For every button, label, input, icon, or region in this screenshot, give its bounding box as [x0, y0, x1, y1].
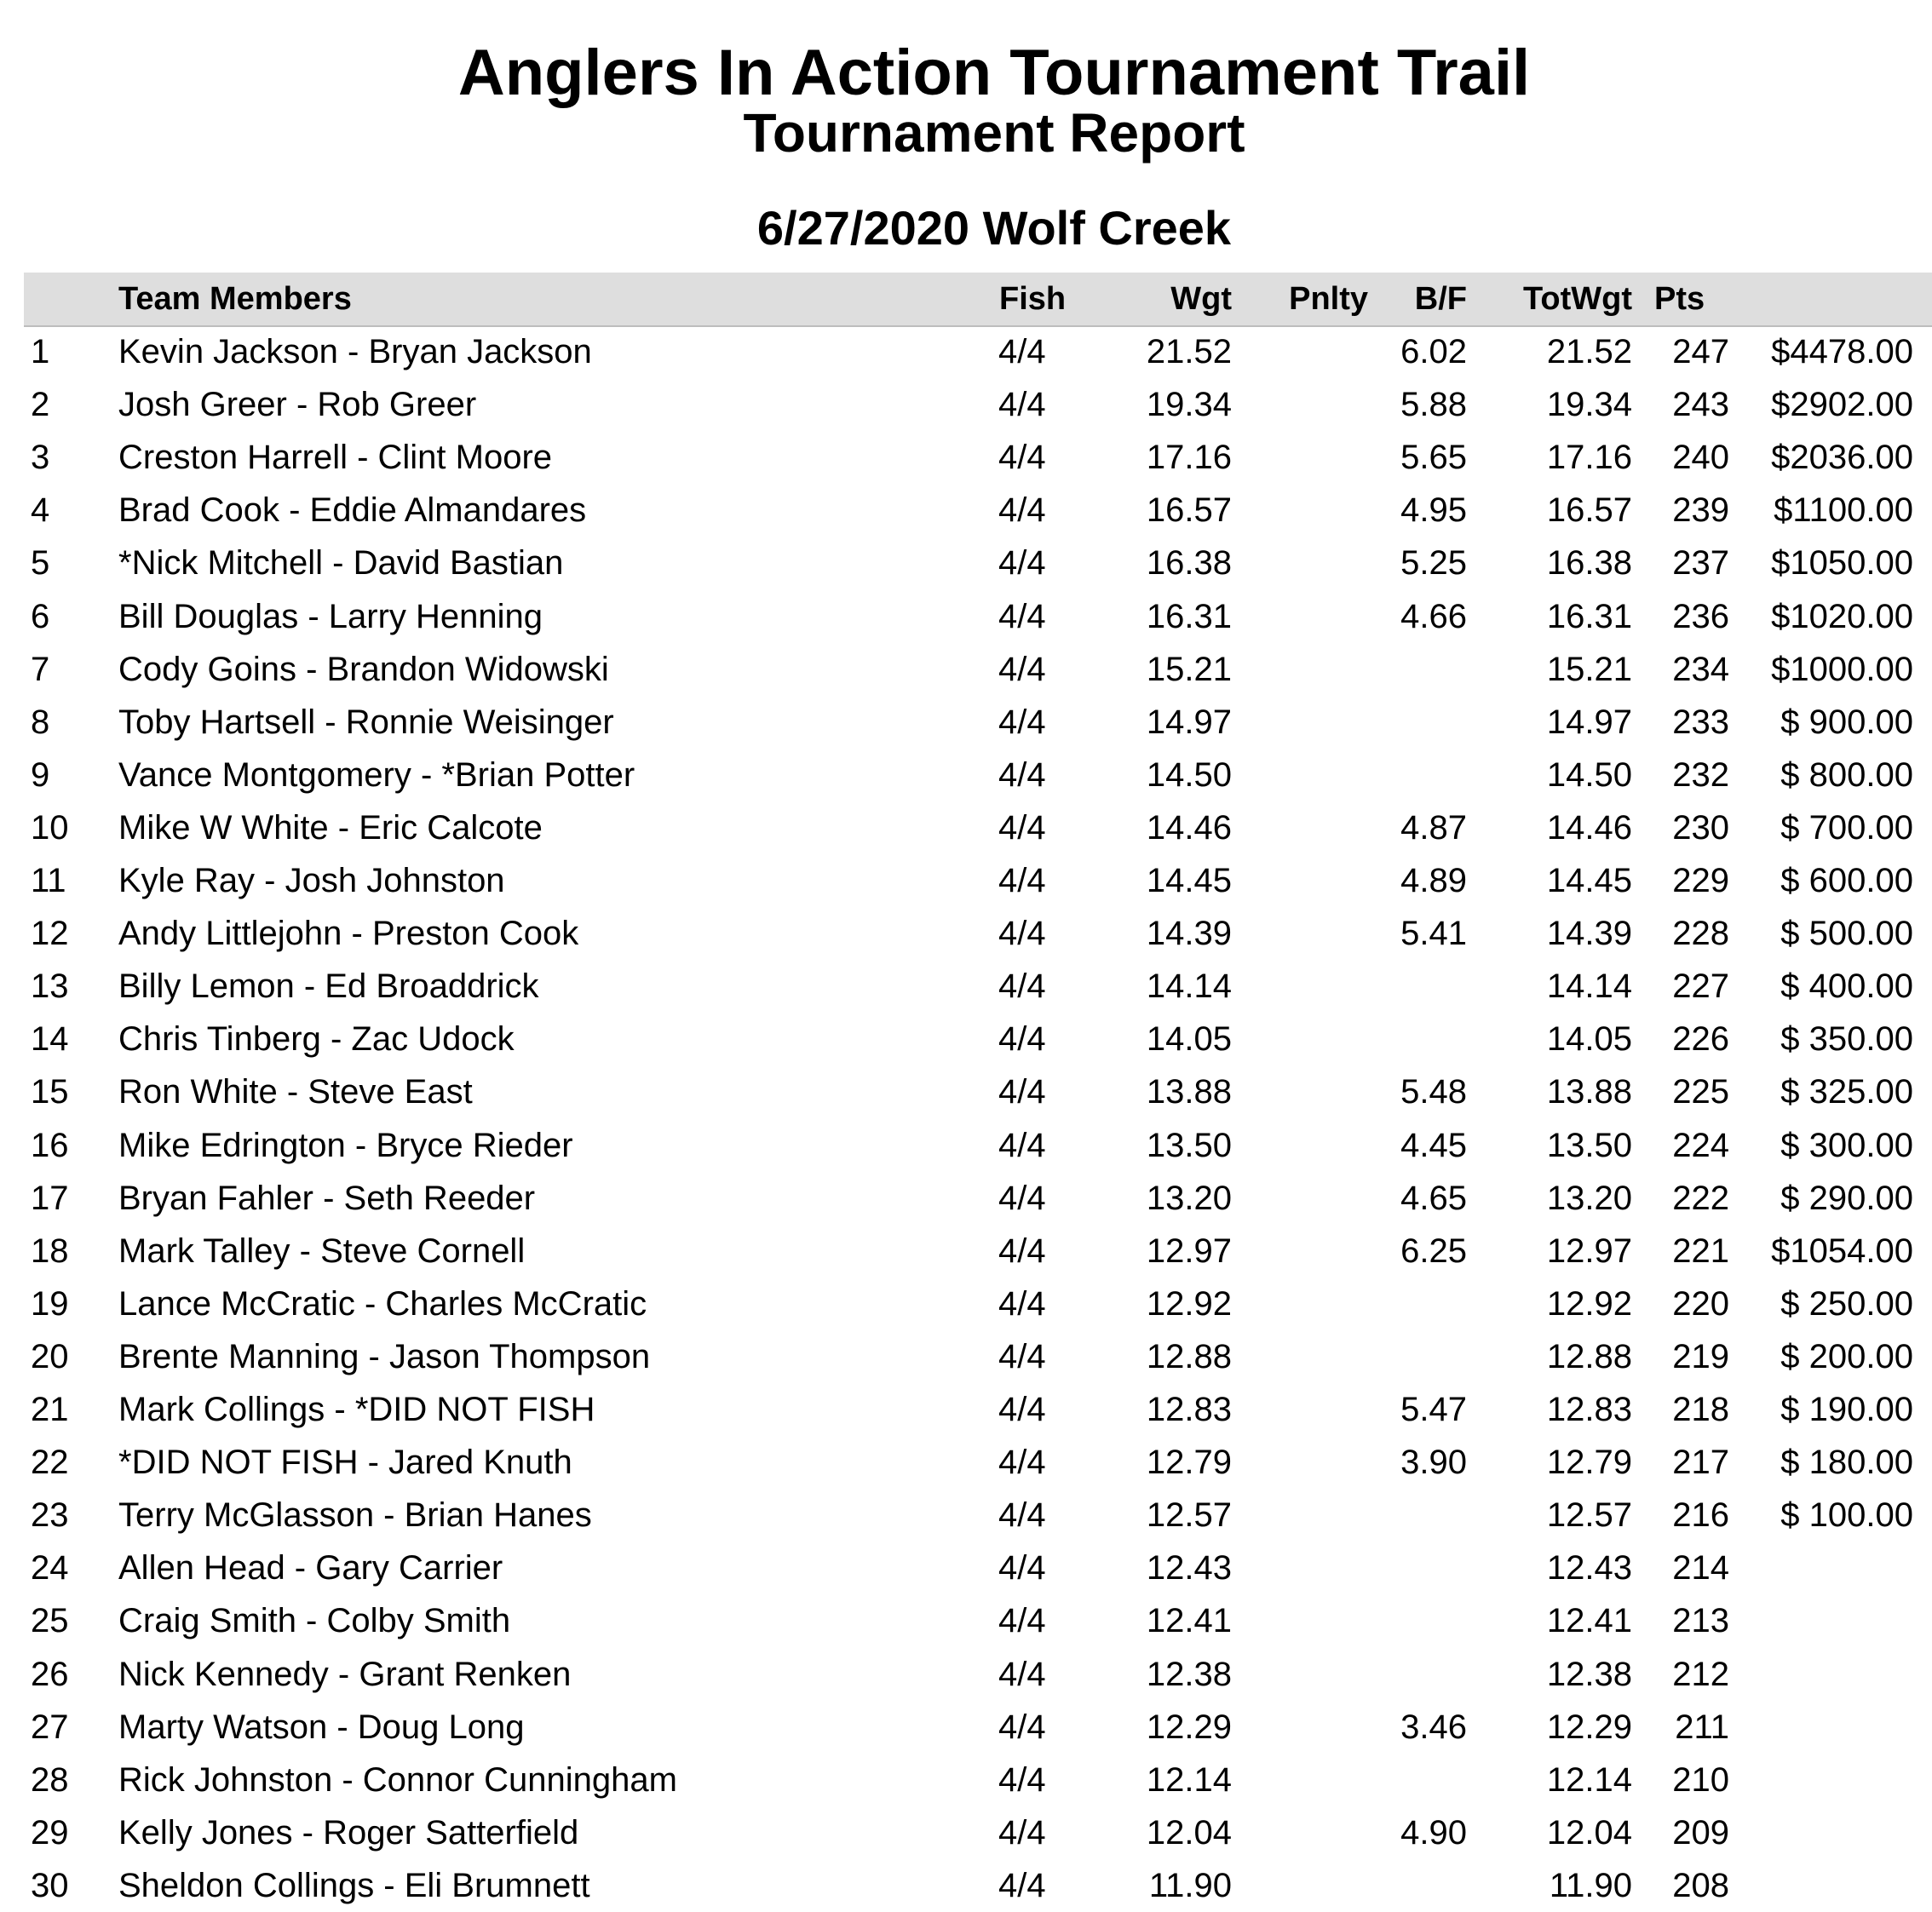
points-cell: 227: [1672, 967, 1729, 1006]
weight-cell: 14.50: [1146, 755, 1232, 794]
prize-cell: $2036.00: [1771, 439, 1913, 477]
prize-cell: $2902.00: [1771, 386, 1913, 424]
total-weight-cell: 12.43: [1546, 1549, 1632, 1588]
place-cell: 29: [31, 1813, 69, 1852]
fish-cell: 4/4: [998, 967, 1046, 1006]
weight-cell: 14.46: [1146, 808, 1232, 847]
team-members-cell: Bryan Fahler - Seth Reeder: [118, 1179, 536, 1217]
team-members-cell: Mark Talley - Steve Cornell: [118, 1232, 526, 1270]
big-fish-cell: 5.41: [1400, 915, 1467, 953]
place-cell: 5: [31, 544, 50, 583]
weight-cell: 13.88: [1146, 1073, 1232, 1111]
prize-cell: $1100.00: [1774, 491, 1913, 530]
column-header-pnlty: Pnlty: [1289, 281, 1368, 317]
total-weight-cell: 16.57: [1546, 491, 1632, 530]
team-members-cell: Mike Edrington - Bryce Rieder: [118, 1126, 573, 1164]
fish-cell: 4/4: [998, 1496, 1046, 1535]
prize-cell: $ 400.00: [1780, 967, 1913, 1006]
table-row: [0, 1172, 1932, 1225]
big-fish-cell: 6.25: [1400, 1232, 1467, 1270]
place-cell: 24: [31, 1549, 69, 1588]
prize-cell: $ 290.00: [1780, 1179, 1913, 1217]
table-row: [0, 1806, 1932, 1859]
total-weight-cell: 11.90: [1549, 1866, 1632, 1904]
table-row: [0, 854, 1932, 907]
column-header-totwgt: TotWgt: [1523, 281, 1632, 317]
team-members-cell: Nick Kennedy - Grant Renken: [118, 1655, 572, 1693]
place-cell: 13: [31, 967, 69, 1006]
big-fish-cell: 4.87: [1400, 808, 1467, 847]
prize-cell: $ 700.00: [1780, 808, 1913, 847]
points-cell: 236: [1672, 597, 1729, 635]
big-fish-cell: 4.66: [1400, 597, 1467, 635]
place-cell: 4: [31, 491, 50, 530]
points-cell: 222: [1672, 1179, 1729, 1217]
place-cell: 16: [31, 1126, 69, 1164]
weight-cell: 12.79: [1146, 1444, 1232, 1482]
table-row: [0, 1119, 1932, 1172]
total-weight-cell: 14.39: [1546, 915, 1632, 953]
table-row: [0, 325, 1932, 378]
big-fish-cell: 6.02: [1400, 333, 1467, 370]
place-cell: 15: [31, 1073, 69, 1111]
table-row: [0, 1225, 1932, 1278]
fish-cell: 4/4: [998, 1020, 1046, 1059]
weight-cell: 14.14: [1146, 967, 1232, 1006]
table-row: [0, 1278, 1932, 1330]
weight-cell: 12.83: [1146, 1391, 1232, 1428]
big-fish-cell: 5.25: [1400, 544, 1467, 583]
place-cell: 23: [31, 1496, 69, 1535]
weight-cell: 12.29: [1146, 1708, 1232, 1746]
total-weight-cell: 14.45: [1546, 862, 1632, 899]
table-row: [0, 749, 1932, 801]
weight-cell: 11.90: [1148, 1866, 1232, 1904]
total-weight-cell: 17.16: [1546, 439, 1632, 477]
points-cell: 224: [1672, 1126, 1729, 1164]
place-cell: 21: [31, 1391, 69, 1428]
place-cell: 1: [31, 333, 50, 370]
big-fish-cell: 3.46: [1400, 1708, 1467, 1746]
points-cell: 229: [1672, 862, 1729, 899]
table-row: [0, 907, 1932, 960]
weight-cell: 15.21: [1146, 650, 1232, 688]
table-row: [0, 1489, 1932, 1542]
team-members-cell: Mike W White - Eric Calcote: [118, 808, 543, 847]
table-row: [0, 1754, 1932, 1806]
fish-cell: 4/4: [998, 1549, 1046, 1588]
weight-cell: 16.31: [1146, 597, 1232, 635]
column-header-pts: Pts: [1654, 281, 1705, 317]
weight-cell: 12.04: [1146, 1813, 1232, 1852]
table-row: [0, 1065, 1932, 1118]
total-weight-cell: 12.83: [1546, 1391, 1632, 1428]
points-cell: 247: [1672, 333, 1729, 370]
team-members-cell: Creston Harrell - Clint Moore: [118, 439, 553, 477]
weight-cell: 21.52: [1146, 333, 1232, 370]
place-cell: 8: [31, 703, 50, 741]
prize-cell: $ 180.00: [1780, 1444, 1913, 1482]
team-members-cell: Josh Greer - Rob Greer: [118, 386, 477, 424]
table-row: [0, 1594, 1932, 1647]
points-cell: 214: [1672, 1549, 1729, 1588]
total-weight-cell: 16.38: [1546, 544, 1632, 583]
points-cell: 226: [1672, 1020, 1729, 1059]
org-title: Anglers In Action Tournament Trail: [457, 37, 1531, 109]
prize-cell: $ 300.00: [1780, 1126, 1913, 1164]
fish-cell: 4/4: [998, 915, 1046, 953]
weight-cell: 16.38: [1146, 544, 1232, 583]
big-fish-cell: 5.88: [1400, 386, 1467, 424]
weight-cell: 12.97: [1146, 1232, 1232, 1270]
fish-cell: 4/4: [998, 703, 1046, 741]
points-cell: 218: [1672, 1391, 1729, 1428]
team-members-cell: Andy Littlejohn - Preston Cook: [118, 915, 579, 953]
points-cell: 213: [1672, 1602, 1729, 1640]
team-members-cell: Allen Head - Gary Carrier: [118, 1549, 503, 1588]
total-weight-cell: 12.97: [1546, 1232, 1632, 1270]
big-fish-cell: 3.90: [1400, 1444, 1467, 1482]
prize-cell: $ 200.00: [1780, 1337, 1913, 1375]
total-weight-cell: 14.14: [1546, 967, 1632, 1006]
weight-cell: 12.88: [1146, 1337, 1232, 1375]
prize-cell: $ 100.00: [1780, 1496, 1913, 1535]
fish-cell: 4/4: [998, 1284, 1046, 1323]
place-cell: 19: [31, 1284, 69, 1323]
big-fish-cell: 5.48: [1400, 1073, 1467, 1111]
prize-cell: $ 250.00: [1780, 1284, 1913, 1323]
fish-cell: 4/4: [998, 1126, 1046, 1164]
place-cell: 18: [31, 1232, 69, 1270]
table-row: [0, 696, 1932, 749]
big-fish-cell: 4.45: [1400, 1126, 1467, 1164]
fish-cell: 4/4: [998, 491, 1046, 530]
fish-cell: 4/4: [998, 1391, 1046, 1428]
points-cell: 217: [1672, 1444, 1729, 1482]
place-cell: 27: [31, 1708, 69, 1746]
points-cell: 239: [1672, 491, 1729, 530]
fish-cell: 4/4: [998, 386, 1046, 424]
place-cell: 22: [31, 1444, 69, 1482]
total-weight-cell: 13.20: [1546, 1179, 1632, 1217]
event-title: 6/27/2020 Wolf Creek: [756, 201, 1232, 255]
table-row: [0, 643, 1932, 696]
team-members-cell: Kevin Jackson - Bryan Jackson: [118, 333, 592, 370]
big-fish-cell: 5.65: [1400, 439, 1467, 477]
fish-cell: 4/4: [998, 1073, 1046, 1111]
place-cell: 20: [31, 1337, 69, 1375]
points-cell: 230: [1672, 808, 1729, 847]
team-members-cell: Vance Montgomery - *Brian Potter: [118, 755, 635, 794]
place-cell: 2: [31, 386, 50, 424]
weight-cell: 12.38: [1146, 1655, 1232, 1693]
total-weight-cell: 14.46: [1546, 808, 1632, 847]
weight-cell: 12.57: [1146, 1496, 1232, 1535]
points-cell: 225: [1672, 1073, 1729, 1111]
table-row: [0, 1701, 1932, 1754]
total-weight-cell: 19.34: [1546, 386, 1632, 424]
table-row: [0, 484, 1932, 537]
total-weight-cell: 21.52: [1546, 333, 1632, 370]
place-cell: 11: [31, 862, 66, 899]
prize-cell: $ 190.00: [1780, 1391, 1913, 1428]
table-row: [0, 1013, 1932, 1065]
points-cell: 240: [1672, 439, 1729, 477]
column-header-fish: Fish: [999, 281, 1067, 317]
place-cell: 3: [31, 439, 50, 477]
place-cell: 6: [31, 597, 50, 635]
weight-cell: 14.05: [1146, 1020, 1232, 1059]
total-weight-cell: 12.29: [1546, 1708, 1632, 1746]
fish-cell: 4/4: [998, 1708, 1046, 1746]
total-weight-cell: 13.88: [1546, 1073, 1632, 1111]
team-members-cell: Chris Tinberg - Zac Udock: [118, 1020, 515, 1059]
team-members-cell: Terry McGlasson - Brian Hanes: [118, 1496, 592, 1535]
weight-cell: 19.34: [1146, 386, 1232, 424]
weight-cell: 14.45: [1146, 862, 1232, 899]
team-members-cell: Bill Douglas - Larry Henning: [118, 597, 543, 635]
prize-cell: $1054.00: [1771, 1232, 1913, 1270]
weight-cell: 12.14: [1146, 1760, 1232, 1799]
total-weight-cell: 14.97: [1546, 703, 1632, 741]
points-cell: 237: [1672, 544, 1729, 583]
team-members-cell: Rick Johnston - Connor Cunningham: [118, 1760, 677, 1799]
fish-cell: 4/4: [998, 1602, 1046, 1640]
table-row: [0, 960, 1932, 1013]
points-cell: 209: [1672, 1813, 1729, 1852]
table-row: [0, 537, 1932, 589]
weight-cell: 12.43: [1146, 1549, 1232, 1588]
total-weight-cell: 12.79: [1546, 1444, 1632, 1482]
place-cell: 25: [31, 1602, 69, 1640]
place-cell: 26: [31, 1655, 69, 1693]
big-fish-cell: 4.89: [1400, 862, 1467, 899]
team-members-cell: Kyle Ray - Josh Johnston: [118, 862, 505, 899]
prize-cell: $ 800.00: [1780, 755, 1913, 794]
team-members-cell: Toby Hartsell - Ronnie Weisinger: [118, 703, 614, 741]
fish-cell: 4/4: [998, 650, 1046, 688]
weight-cell: 16.57: [1146, 491, 1232, 530]
team-members-cell: Mark Collings - *DID NOT FISH: [118, 1391, 595, 1428]
total-weight-cell: 14.05: [1546, 1020, 1632, 1059]
column-header-bf: B/F: [1414, 281, 1467, 317]
total-weight-cell: 12.38: [1546, 1655, 1632, 1693]
table-row: [0, 801, 1932, 854]
table-row: [0, 1859, 1932, 1912]
prize-cell: $ 600.00: [1780, 862, 1913, 899]
total-weight-cell: 12.88: [1546, 1337, 1632, 1375]
table-row: [0, 590, 1932, 643]
team-members-cell: Lance McCratic - Charles McCratic: [118, 1284, 647, 1323]
big-fish-cell: 5.47: [1400, 1391, 1467, 1428]
place-cell: 9: [31, 755, 50, 794]
fish-cell: 4/4: [998, 1179, 1046, 1217]
total-weight-cell: 13.50: [1546, 1126, 1632, 1164]
table-row: [0, 1648, 1932, 1701]
team-members-cell: Brad Cook - Eddie Almandares: [118, 491, 587, 530]
prize-cell: $1000.00: [1771, 650, 1913, 688]
table-row: [0, 1383, 1932, 1436]
team-members-cell: Cody Goins - Brandon Widowski: [118, 650, 609, 688]
prize-cell: $ 500.00: [1780, 915, 1913, 953]
table-row: [0, 1436, 1932, 1489]
weight-cell: 12.41: [1146, 1602, 1232, 1640]
points-cell: 234: [1672, 650, 1729, 688]
team-members-cell: Kelly Jones - Roger Satterfield: [118, 1813, 579, 1852]
big-fish-cell: 4.95: [1400, 491, 1467, 530]
prize-cell: $1020.00: [1771, 597, 1913, 635]
weight-cell: 14.97: [1146, 703, 1232, 741]
fish-cell: 4/4: [998, 1813, 1046, 1852]
column-header-team: Team Members: [118, 281, 352, 317]
points-cell: 220: [1672, 1284, 1729, 1323]
fish-cell: 4/4: [998, 597, 1046, 635]
fish-cell: 4/4: [998, 862, 1046, 899]
points-cell: 219: [1672, 1337, 1729, 1375]
weight-cell: 13.50: [1146, 1126, 1232, 1164]
table-row: [0, 1330, 1932, 1383]
points-cell: 208: [1672, 1866, 1729, 1904]
weight-cell: 17.16: [1146, 439, 1232, 477]
prize-cell: $ 900.00: [1780, 703, 1913, 741]
prize-cell: $1050.00: [1771, 544, 1913, 583]
place-cell: 10: [31, 808, 69, 847]
fish-cell: 4/4: [998, 439, 1046, 477]
points-cell: 228: [1672, 915, 1729, 953]
total-weight-cell: 12.04: [1546, 1813, 1632, 1852]
points-cell: 212: [1672, 1655, 1729, 1693]
big-fish-cell: 4.90: [1400, 1813, 1467, 1852]
table-row: [0, 378, 1932, 431]
total-weight-cell: 15.21: [1546, 650, 1632, 688]
prize-cell: $4478.00: [1771, 333, 1913, 370]
fish-cell: 4/4: [998, 544, 1046, 583]
points-cell: 233: [1672, 703, 1729, 741]
total-weight-cell: 12.14: [1546, 1760, 1632, 1799]
prize-cell: $ 350.00: [1780, 1020, 1913, 1059]
fish-cell: 4/4: [998, 1760, 1046, 1799]
team-members-cell: Craig Smith - Colby Smith: [118, 1602, 511, 1640]
points-cell: 211: [1675, 1708, 1729, 1746]
place-cell: 14: [31, 1020, 69, 1059]
fish-cell: 4/4: [998, 755, 1046, 794]
points-cell: 216: [1672, 1496, 1729, 1535]
team-members-cell: Billy Lemon - Ed Broaddrick: [118, 967, 539, 1006]
team-members-cell: Sheldon Collings - Eli Brumnett: [118, 1866, 590, 1904]
team-members-cell: Ron White - Steve East: [118, 1073, 473, 1111]
place-cell: 28: [31, 1760, 69, 1799]
big-fish-cell: 4.65: [1400, 1179, 1467, 1217]
results-table-header: [24, 273, 1932, 327]
total-weight-cell: 12.41: [1546, 1602, 1632, 1640]
team-members-cell: *DID NOT FISH - Jared Knuth: [118, 1444, 572, 1482]
team-members-cell: *Nick Mitchell - David Bastian: [118, 544, 564, 583]
team-members-cell: Brente Manning - Jason Thompson: [118, 1337, 651, 1375]
place-cell: 30: [31, 1866, 69, 1904]
place-cell: 17: [31, 1179, 69, 1217]
fish-cell: 4/4: [998, 1232, 1046, 1270]
points-cell: 210: [1672, 1760, 1729, 1799]
fish-cell: 4/4: [998, 1444, 1046, 1482]
points-cell: 232: [1672, 755, 1729, 794]
weight-cell: 13.20: [1146, 1179, 1232, 1217]
total-weight-cell: 12.92: [1546, 1284, 1632, 1323]
fish-cell: 4/4: [998, 1337, 1046, 1375]
prize-cell: $ 325.00: [1780, 1073, 1913, 1111]
total-weight-cell: 14.50: [1546, 755, 1632, 794]
weight-cell: 12.92: [1146, 1284, 1232, 1323]
fish-cell: 4/4: [998, 1866, 1046, 1904]
table-row: [0, 1542, 1932, 1594]
table-row: [0, 431, 1932, 484]
column-header-wgt: Wgt: [1170, 281, 1232, 317]
points-cell: 221: [1672, 1232, 1729, 1270]
team-members-cell: Marty Watson - Doug Long: [118, 1708, 525, 1746]
weight-cell: 14.39: [1146, 915, 1232, 953]
place-cell: 7: [31, 650, 50, 688]
points-cell: 243: [1672, 386, 1729, 424]
place-cell: 12: [31, 915, 69, 953]
fish-cell: 4/4: [998, 808, 1046, 847]
total-weight-cell: 12.57: [1546, 1496, 1632, 1535]
report-title: Tournament Report: [743, 102, 1245, 164]
fish-cell: 4/4: [998, 333, 1046, 370]
total-weight-cell: 16.31: [1546, 597, 1632, 635]
fish-cell: 4/4: [998, 1655, 1046, 1693]
